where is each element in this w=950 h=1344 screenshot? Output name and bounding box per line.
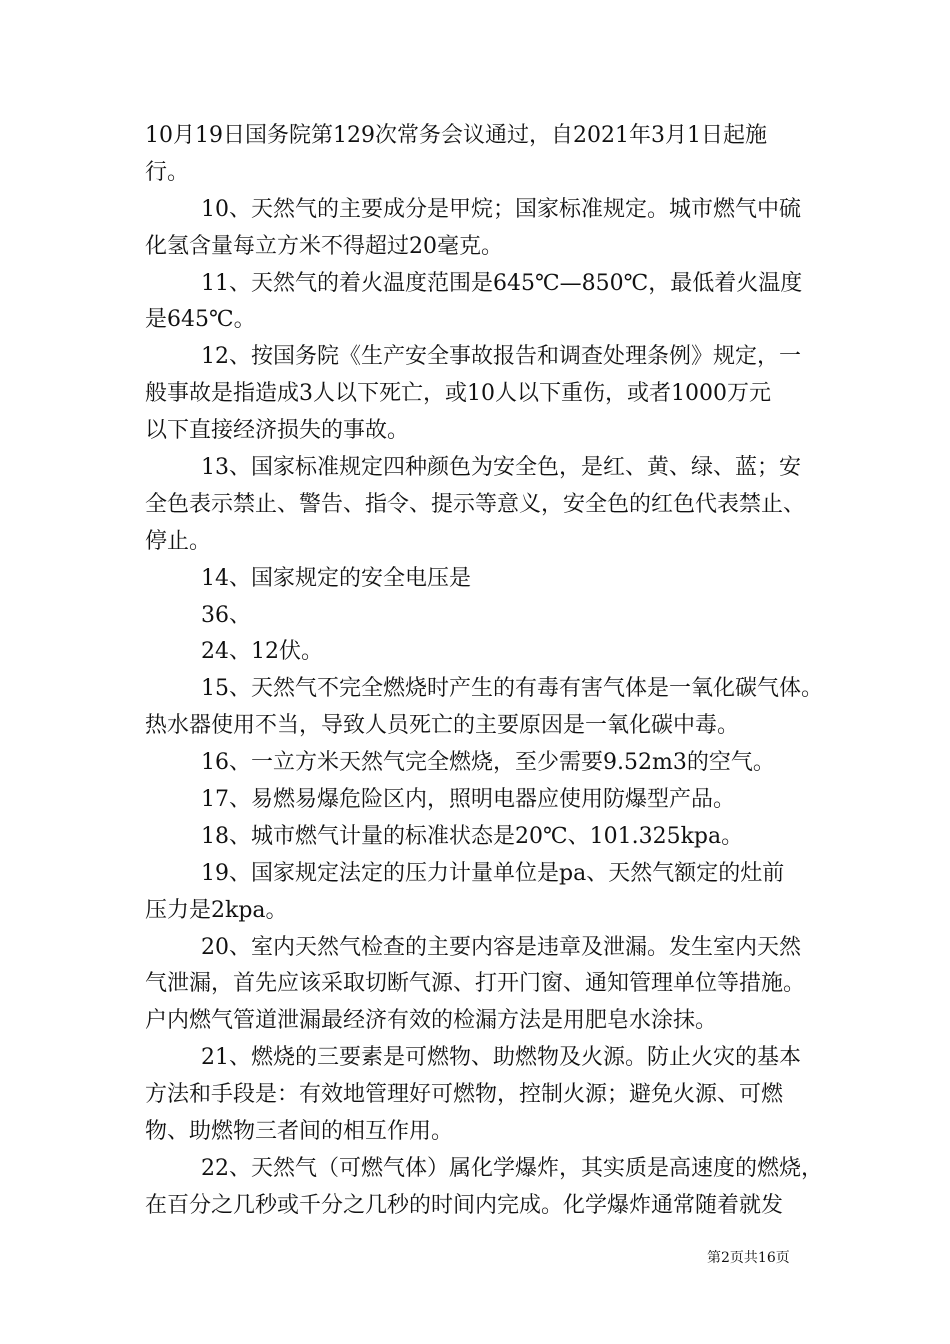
text-line: 20、室内天然气检查的主要内容是违章及泄漏。发生室内天然 — [201, 934, 801, 960]
text-line: 13、国家标准规定四种颜色为安全色，是红、黄、绿、蓝；安 — [201, 455, 801, 481]
text-line: 16、一立方米天然气完全燃烧，至少需要9.52m3的空气。 — [201, 750, 775, 776]
text-line: 18、城市燃气计量的标准状态是20℃、101.325kpa。 — [201, 823, 744, 849]
text-line: 17、易燃易爆危险区内，照明电器应使用防爆型产品。 — [201, 787, 735, 813]
text-line: 12、按国务院《生产安全事故报告和调查处理条例》规定，一 — [201, 344, 801, 370]
text-line: 物、助燃物三者间的相互作用。 — [145, 1119, 454, 1145]
text-line: 压力是2kpa。 — [145, 897, 288, 923]
text-line: 36、 — [201, 602, 251, 628]
text-line: 是645℃。 — [145, 307, 256, 333]
text-line: 11、天然气的着火温度范围是645℃—850℃，最低着火温度 — [201, 270, 803, 296]
text-line: 般事故是指造成3人以下死亡，或10人以下重伤，或者1000万元 — [145, 381, 771, 407]
text-line: 气泄漏，首先应该采取切断气源、打开门窗、通知管理单位等措施。 — [145, 971, 806, 997]
text-line: 14、国家规定的安全电压是 — [201, 565, 471, 591]
text-line: 10月19日国务院第129次常务会议通过，自2021年3月1日起施 — [145, 123, 767, 148]
document-body — [145, 118, 845, 1225]
text-line: 化氢含量每立方米不得超过20毫克。 — [145, 233, 503, 259]
text-line: 24、12伏。 — [201, 639, 323, 665]
text-line: 全色表示禁止、警告、指令、提示等意义，安全色的红色代表禁止、 — [145, 491, 806, 517]
text-line: 行。 — [145, 159, 190, 185]
text-line: 方法和手段是：有效地管理好可燃物，控制火源；避免火源、可燃 — [145, 1082, 784, 1108]
text-line: 15、天然气不完全燃烧时产生的有毒有害气体是一氧化碳气体。 — [201, 676, 823, 702]
text-line: 19、国家规定法定的压力计量单位是pa、天然气额定的灶前 — [201, 860, 785, 886]
text-line: 21、燃烧的三要素是可燃物、助燃物及火源。防止火灾的基本 — [201, 1045, 801, 1071]
text-line: 10、天然气的主要成分是甲烷；国家标准规定。城市燃气中硫 — [201, 196, 801, 222]
page-number: 第2页共16页 — [707, 1250, 790, 1266]
text-line: 热水器使用不当，导致人员死亡的主要原因是一氧化碳中毒。 — [145, 713, 740, 739]
text-line: 户内燃气管道泄漏最经济有效的检漏方法是用肥皂水涂抹。 — [145, 1008, 718, 1034]
text-line: 停止。 — [145, 528, 212, 554]
text-line: 在百分之几秒或千分之几秒的时间内完成。化学爆炸通常随着就发 — [145, 1192, 784, 1218]
text-line: 22、天然气（可燃气体）属化学爆炸，其实质是高速度的燃烧， — [201, 1155, 823, 1181]
text-line: 以下直接经济损失的事故。 — [145, 418, 410, 444]
